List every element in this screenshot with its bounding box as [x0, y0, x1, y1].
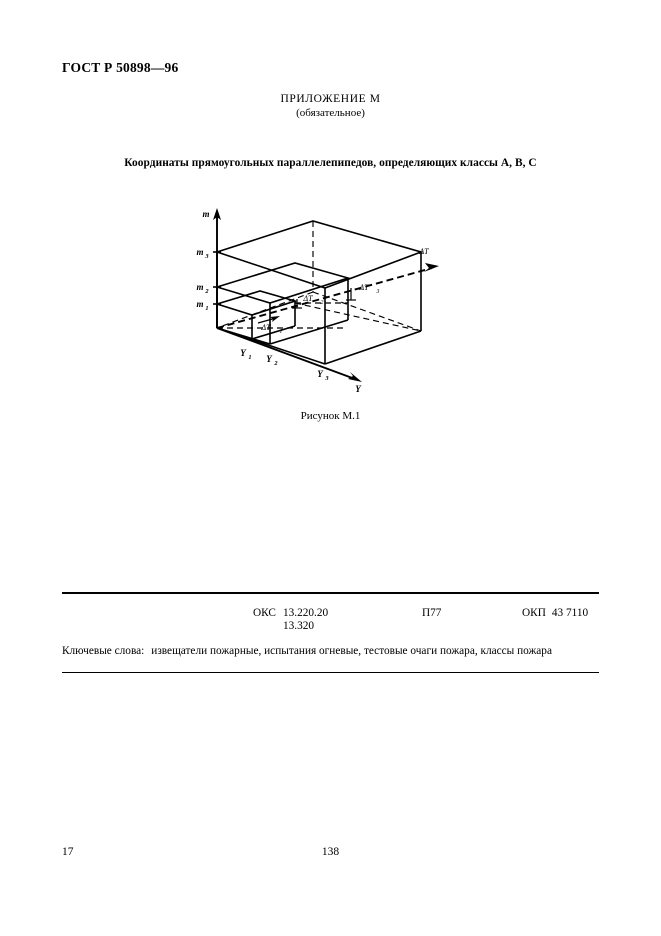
m2-label-base: m [196, 282, 204, 292]
m1-label-sub: 1 [205, 305, 209, 312]
dt1-label-base: ΔT [261, 323, 271, 332]
y2-label-sub: 2 [274, 360, 278, 367]
axis-label-y: Y [355, 384, 361, 394]
keywords-value: извещатели пожарные, испытания огневые, тестовые очаги пожара, классы пожара [151, 645, 552, 657]
classification-code-row [62, 607, 599, 641]
oks-code-block [253, 607, 328, 632]
y3-label-sub: 3 [325, 375, 329, 382]
y1-label-base: Y [240, 348, 246, 358]
axis-y-line [217, 328, 355, 379]
keywords-line [62, 645, 607, 657]
m2-label-sub: 2 [205, 288, 209, 295]
box-c-bottom-right [325, 331, 421, 364]
standard-code-header: ГОСТ Р 50898—96 [62, 60, 179, 75]
axis-label-m: m [202, 209, 210, 219]
oks-label: ОКС [253, 607, 276, 619]
figure-caption: Рисунок М.1 [300, 410, 361, 422]
box-class-c [217, 221, 421, 364]
oks-value-primary: 13.220.20 [282, 607, 329, 619]
dt2-label-base: ΔT [303, 294, 313, 303]
dt3-label-base: ΔT [359, 283, 369, 292]
hidden-edges-group [217, 221, 421, 331]
m3-label-sub: 3 [205, 253, 209, 260]
y3-label-base: Y [317, 369, 323, 379]
dt1-label-sub: 1 [279, 329, 283, 335]
axis-dt-arrowhead [424, 263, 439, 272]
m1-label-base: m [196, 299, 204, 309]
axis-label-dt: ΔT [419, 247, 429, 256]
m-tick-labels [196, 247, 209, 312]
okp-code-block [522, 607, 588, 619]
oks-value-secondary: 13.320 [283, 620, 315, 632]
y2-label-base: Y [266, 354, 272, 364]
section-heading: Координаты прямоугольных параллелепипедов, определяющих классы А, В, С [124, 157, 537, 169]
p-code: П77 [422, 607, 442, 619]
appendix-subtitle: (обязательное) [296, 107, 365, 119]
footer-rule-bottom [62, 672, 599, 673]
dt2-label-sub: 2 [320, 300, 324, 306]
page-number-center: 138 [321, 846, 340, 858]
appendix-block [0, 93, 661, 119]
y1-label-sub: 1 [248, 354, 252, 361]
hidden-edge-medium-depth [295, 303, 421, 331]
footer-rule-top [62, 592, 599, 594]
dt3-label-sub: 3 [376, 289, 380, 295]
m3-label-base: m [196, 247, 204, 257]
figure-parallelepipeds [196, 196, 466, 396]
okp-label: ОКП [522, 607, 546, 619]
keywords-label: Ключевые слова: [62, 645, 145, 657]
figure-svg [196, 196, 466, 396]
appendix-title: ПРИЛОЖЕНИЕ М [280, 93, 381, 105]
page-number-left: 17 [62, 846, 74, 858]
okp-value: 43 7110 [551, 607, 589, 619]
